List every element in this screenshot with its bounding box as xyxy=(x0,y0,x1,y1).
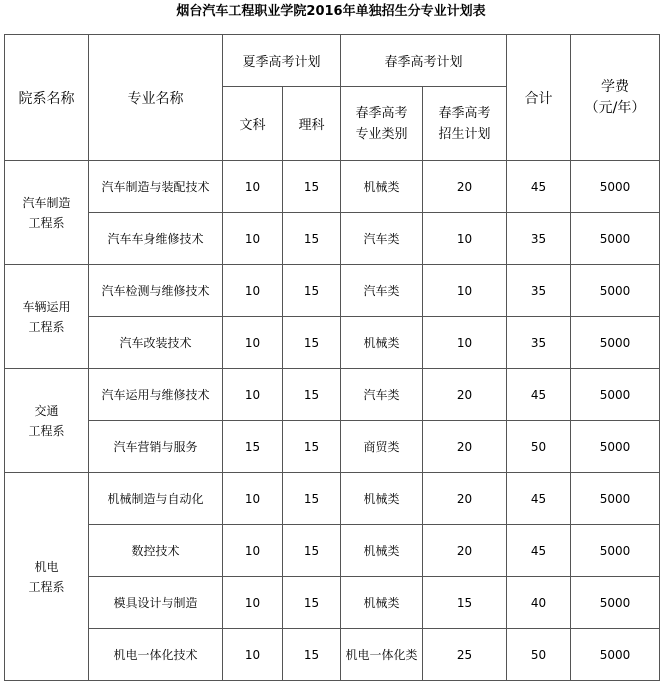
dept-name-line1: 车辆运用 xyxy=(22,299,71,314)
major-cell: 汽车制造与装配技术 xyxy=(89,161,223,213)
spring-quota-cell: 20 xyxy=(423,369,507,421)
category-cell: 机械类 xyxy=(341,525,423,577)
fee-cell: 5000 xyxy=(571,629,660,681)
total-cell: 35 xyxy=(507,213,571,265)
category-cell: 汽车类 xyxy=(341,213,423,265)
major-cell: 汽车运用与维修技术 xyxy=(89,369,223,421)
table-row xyxy=(5,369,660,421)
header-science: 理科 xyxy=(283,87,341,161)
table-row xyxy=(5,473,660,525)
dept-cell xyxy=(5,265,89,369)
dept-name-line2: 工程系 xyxy=(28,319,65,334)
table-row xyxy=(5,525,660,577)
major-cell: 机电一体化技术 xyxy=(89,629,223,681)
header-fee-line1: 学费 xyxy=(601,78,630,95)
category-cell: 机械类 xyxy=(341,577,423,629)
table-row xyxy=(5,421,660,473)
major-cell: 机械制造与自动化 xyxy=(89,473,223,525)
dept-name-line2: 工程系 xyxy=(28,215,65,230)
spring-quota-cell: 20 xyxy=(423,473,507,525)
header-spring-plan: 春季高考计划 xyxy=(341,35,507,87)
liberal-cell: 10 xyxy=(223,317,283,369)
category-cell: 商贸类 xyxy=(341,421,423,473)
science-cell: 15 xyxy=(283,265,341,317)
category-cell: 机械类 xyxy=(341,317,423,369)
science-cell: 15 xyxy=(283,525,341,577)
spring-quota-cell: 20 xyxy=(423,161,507,213)
header-fee xyxy=(571,35,660,161)
dept-cell xyxy=(5,369,89,473)
fee-cell: 5000 xyxy=(571,525,660,577)
header-spring-category-line1: 春季高考 xyxy=(355,105,408,121)
dept-cell xyxy=(5,473,89,681)
spring-quota-cell: 15 xyxy=(423,577,507,629)
major-cell: 汽车改装技术 xyxy=(89,317,223,369)
science-cell: 15 xyxy=(283,577,341,629)
dept-name-line1: 交通 xyxy=(34,403,59,418)
category-cell: 汽车类 xyxy=(341,265,423,317)
category-cell: 机械类 xyxy=(341,161,423,213)
major-cell: 汽车营销与服务 xyxy=(89,421,223,473)
fee-cell: 5000 xyxy=(571,421,660,473)
liberal-cell: 10 xyxy=(223,577,283,629)
dept-name-line1: 机电 xyxy=(34,559,59,574)
liberal-cell: 15 xyxy=(223,421,283,473)
spring-quota-cell: 20 xyxy=(423,421,507,473)
category-cell: 机械类 xyxy=(341,473,423,525)
liberal-cell: 10 xyxy=(223,369,283,421)
header-summer-plan: 夏季高考计划 xyxy=(223,35,341,87)
science-cell: 15 xyxy=(283,473,341,525)
header-spring-quota-line2: 招生计划 xyxy=(438,126,491,142)
liberal-cell: 10 xyxy=(223,473,283,525)
liberal-cell: 10 xyxy=(223,213,283,265)
fee-cell: 5000 xyxy=(571,473,660,525)
table-row xyxy=(5,577,660,629)
spring-quota-cell: 25 xyxy=(423,629,507,681)
fee-cell: 5000 xyxy=(571,577,660,629)
fee-cell: 5000 xyxy=(571,213,660,265)
dept-name-line2: 工程系 xyxy=(28,423,65,438)
major-cell: 汽车车身维修技术 xyxy=(89,213,223,265)
total-cell: 35 xyxy=(507,265,571,317)
liberal-cell: 10 xyxy=(223,161,283,213)
header-spring-category-line2: 专业类别 xyxy=(355,126,408,142)
total-cell: 45 xyxy=(507,161,571,213)
header-spring-quota-line1: 春季高考 xyxy=(438,105,491,121)
total-cell: 50 xyxy=(507,629,571,681)
category-cell: 机电一体化类 xyxy=(341,629,423,681)
major-cell: 数控技术 xyxy=(89,525,223,577)
science-cell: 15 xyxy=(283,421,341,473)
table-row xyxy=(5,161,660,213)
header-spring-quota xyxy=(423,87,507,161)
spring-quota-cell: 10 xyxy=(423,317,507,369)
science-cell: 15 xyxy=(283,213,341,265)
science-cell: 15 xyxy=(283,161,341,213)
spring-quota-cell: 10 xyxy=(423,265,507,317)
table-row xyxy=(5,265,660,317)
science-cell: 15 xyxy=(283,369,341,421)
total-cell: 45 xyxy=(507,525,571,577)
table-row xyxy=(5,317,660,369)
total-cell: 45 xyxy=(507,473,571,525)
fee-cell: 5000 xyxy=(571,317,660,369)
table-body xyxy=(5,161,660,681)
page-title: 烟台汽车工程职业学院2016年单独招生分专业计划表 xyxy=(176,4,486,19)
total-cell: 35 xyxy=(507,317,571,369)
science-cell: 15 xyxy=(283,629,341,681)
header-fee-line2: （元/年） xyxy=(584,99,646,116)
header-dept: 院系名称 xyxy=(5,35,89,161)
major-cell: 模具设计与制造 xyxy=(89,577,223,629)
spring-quota-cell: 20 xyxy=(423,525,507,577)
header-total: 合计 xyxy=(507,35,571,161)
fee-cell: 5000 xyxy=(571,369,660,421)
category-cell: 汽车类 xyxy=(341,369,423,421)
fee-cell: 5000 xyxy=(571,265,660,317)
liberal-cell: 10 xyxy=(223,265,283,317)
total-cell: 40 xyxy=(507,577,571,629)
header-liberal: 文科 xyxy=(223,87,283,161)
fee-cell: 5000 xyxy=(571,161,660,213)
table-row xyxy=(5,213,660,265)
spring-quota-cell: 10 xyxy=(423,213,507,265)
major-cell: 汽车检测与维修技术 xyxy=(89,265,223,317)
table-row xyxy=(5,629,660,681)
liberal-cell: 10 xyxy=(223,629,283,681)
header-major: 专业名称 xyxy=(89,35,223,161)
liberal-cell: 10 xyxy=(223,525,283,577)
science-cell: 15 xyxy=(283,317,341,369)
total-cell: 45 xyxy=(507,369,571,421)
dept-cell xyxy=(5,161,89,265)
dept-name-line1: 汽车制造 xyxy=(22,195,71,210)
dept-name-line2: 工程系 xyxy=(28,579,65,594)
header-spring-category xyxy=(341,87,423,161)
total-cell: 50 xyxy=(507,421,571,473)
enrollment-plan-table xyxy=(4,34,660,681)
